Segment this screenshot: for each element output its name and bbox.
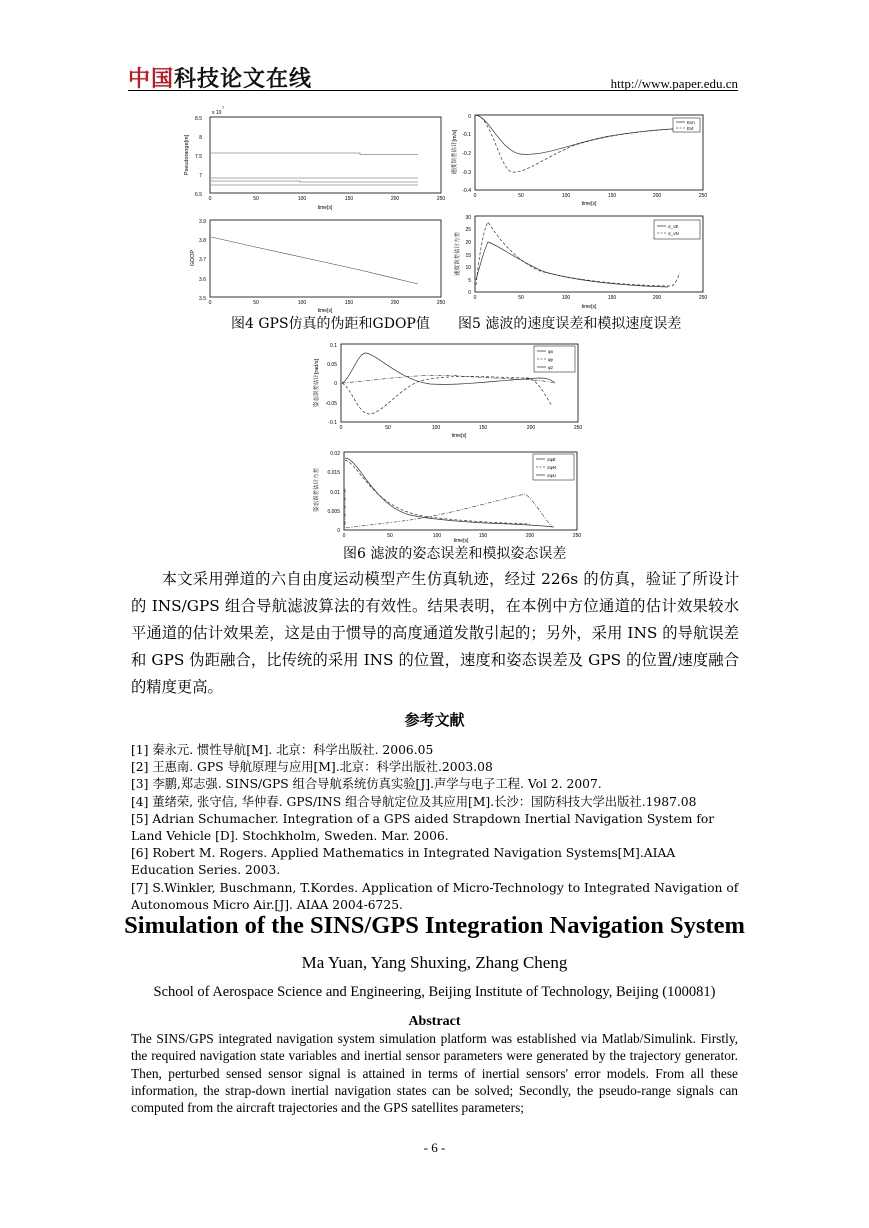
header-url[interactable]: http://www.paper.edu.cn: [610, 76, 738, 91]
fig5-top-xtick: 250: [698, 193, 708, 199]
reference-item: [6] Robert M. Rogers. Applied Mathematics in Integrated Navigation Systems[M].AIAA Education Series. 2003.: [131, 846, 676, 878]
fig6-top-xtick: 150: [478, 425, 488, 431]
fig5-top-xtick: 150: [607, 193, 617, 199]
fig6-bottom-legend-item: σφU: [547, 473, 556, 478]
fig6-top-ytick: 0.05: [327, 362, 337, 368]
fig4-top-ytick: 8.5: [195, 116, 202, 122]
fig4-bottom-ytick: 3.6: [199, 277, 206, 283]
figures-canvas: [0, 0, 869, 560]
abstract-title: Abstract: [408, 1014, 461, 1029]
fig5-bottom-xtick: 50: [518, 295, 524, 301]
fig6-top-ytick: 0: [334, 381, 337, 387]
fig5-top-ytick: -0.2: [462, 151, 471, 157]
fig5-top-series-evn: [476, 115, 690, 154]
fig6-bottom-legend-item: σφE: [547, 457, 556, 462]
fig6-top-ytick: -0.05: [325, 401, 337, 407]
fig4-top-ytick: 7.5: [195, 154, 202, 160]
authors: Ma Yuan, Yang Shuxing, Zhang Cheng: [301, 953, 568, 972]
references-list: [131, 742, 739, 914]
fig5-bottom-ylabel: 速度误差估计方差: [455, 231, 461, 277]
fig5-bottom-xtick: 100: [561, 295, 571, 301]
fig6-caption: 图6 滤波的姿态误差和模拟姿态误差: [343, 546, 567, 560]
fig6-top-xlabel: time[s]: [451, 433, 467, 439]
fig5-top-legend-item: Evt: [687, 126, 694, 131]
fig5-bottom-series-sn: [476, 222, 680, 286]
fig6-top-xtick: 100: [431, 425, 441, 431]
fig6-bottom-xtick: 150: [478, 533, 488, 539]
fig5-top-ytick: -0.4: [462, 188, 471, 194]
fig4-top-ytick: 8: [199, 135, 202, 141]
fig6-top-xtick: 0: [339, 425, 343, 431]
fig4-bottom-ylabel: GDOP: [190, 249, 196, 267]
fig4-top-ylabel: Pseudorange[m]: [184, 134, 190, 176]
fig5-bottom-ytick: 0: [468, 290, 471, 296]
fig5-top-xtick: 50: [518, 193, 524, 199]
fig4-top-xlabel: time[s]: [317, 205, 333, 211]
fig4-bottom-xtick: 200: [390, 300, 400, 306]
fig5-top-xlabel: time[s]: [581, 201, 597, 207]
fig6-top-series-phiy: [342, 376, 552, 414]
fig4-bottom-axes: [210, 220, 441, 297]
affiliation: School of Aerospace Science and Engineering, Beijing Institute of Technology, Beijing (100081): [153, 984, 716, 1000]
fig4-bottom-ytick: 3.8: [199, 238, 206, 244]
fig5-bottom-ytick: 30: [465, 215, 471, 221]
fig6-top-xtick: 50: [385, 425, 391, 431]
fig4-bottom-xtick: 250: [436, 300, 446, 306]
fig5-top-ylabel: 速度误差估计[m/s]: [452, 129, 458, 175]
fig4-bottom-ytick: 3.5: [199, 296, 206, 302]
fig4-top-xtick: 50: [253, 196, 259, 202]
fig5-bottom-ytick: 25: [465, 227, 471, 233]
fig6-top-legend-item: φx: [548, 349, 554, 354]
fig5-bottom-legend-item: σ_vN: [668, 231, 679, 236]
fig6-top-ylabel: 姿态误差估计[rad/s]: [314, 358, 320, 408]
fig6-top-legend: [534, 346, 575, 372]
fig5-top-xtick: 100: [561, 193, 571, 199]
page-number: - 6 -: [423, 1140, 446, 1155]
fig6-bottom-ytick: 0.02: [330, 451, 340, 457]
fig5-bottom-xtick: 250: [698, 295, 708, 301]
fig4-top-plot: [184, 105, 445, 211]
fig6-top-legend-item: φy: [548, 357, 554, 362]
fig5-bottom-series-se: [476, 242, 668, 287]
fig5-bottom-xlabel: time[s]: [581, 304, 597, 310]
fig5-bottom-ytick: 10: [465, 265, 471, 271]
fig5-caption: 图5 滤波的速度误差和模拟速度误差: [458, 316, 682, 332]
fig4-bottom-xtick: 50: [253, 300, 259, 306]
fig6-top-plot: [312, 343, 582, 439]
fig4-bottom-xtick: 100: [297, 300, 307, 306]
fig6-bottom-ytick: 0.01: [330, 490, 340, 496]
fig4-bottom-plot: [190, 219, 445, 314]
fig4-bottom-ytick: 3.9: [199, 219, 206, 225]
fig5-bottom-xtick: 150: [607, 295, 617, 301]
fig5-top-plot: [450, 114, 707, 207]
fig5-top-xtick: 200: [652, 193, 662, 199]
fig5-top-ytick: -0.3: [462, 170, 471, 176]
reference-item: [3] 李鹏,郑志强. SINS/GPS 组合导航系统仿真实验[J].声学与电子工程. Vol 2. 2007.: [131, 777, 602, 792]
fig4-caption: 图4 GPS仿真的伪距和GDOP值: [231, 316, 430, 332]
fig6-top-xtick: 250: [573, 425, 583, 431]
fig6-top-legend-item: φz: [548, 365, 554, 370]
fig4-bottom-xlabel: time[s]: [317, 308, 333, 314]
fig5-bottom-ytick: 5: [468, 278, 471, 284]
reference-item: [2] 王惠南. GPS 导航原理与应用[M].北京：科学出版社.2003.08: [131, 760, 493, 775]
fig4-bottom-xtick: 150: [344, 300, 354, 306]
fig6-bottom-series-sn: [345, 460, 530, 524]
reference-item: [4] 董绪荣, 张守信, 华仲春. GPS/INS 组合导航定位及其应用[M].长沙：国防科技大学出版社.1987.08: [131, 794, 697, 809]
fig4-bottom-ytick: 3.7: [199, 257, 206, 263]
fig6-bottom-xtick: 0: [342, 533, 346, 539]
fig5-bottom-ytick: 20: [465, 240, 471, 246]
fig4-top-exponent-base: x 10: [212, 110, 222, 116]
reference-item: [1] 秦永元. 惯性导航[M]. 北京：科学出版社. 2006.05: [131, 743, 434, 757]
fig4-bottom-xtick: 0: [208, 300, 212, 306]
fig5-top-xtick: 0: [473, 193, 477, 199]
reference-item: [5] Adrian Schumacher. Integration of a GPS aided Strapdown Inertial Navigation System for Land Vehicle [D]. Stochkholm, Sweden. Mar. 2006.: [131, 811, 715, 844]
fig6-top-ytick: 0.1: [330, 343, 337, 349]
fig6-bottom-xtick: 50: [387, 533, 393, 539]
fig4-top-ytick: 6.5: [195, 192, 202, 198]
fig4-top-ytick: 7: [199, 173, 202, 179]
fig6-bottom-legend-item: σφN: [547, 465, 556, 470]
fig6-bottom-xtick: 200: [525, 533, 535, 539]
fig5-bottom-xtick: 0: [473, 295, 477, 301]
fig6-bottom-ytick: 0.015: [327, 470, 340, 476]
journal-logo: 中国科技论文在线: [128, 67, 313, 92]
fig5-bottom-xtick: 200: [652, 295, 662, 301]
fig5-top-axes: [475, 115, 703, 190]
abstract-body: The SINS/GPS integrated navigation system simulation platform was established via Matlab/Simulink. Firstly, the required navigation state variables and inertial sensor parameters were generated by the trajectory generator. Then, perturbed sensed sensor signal is attained in terms of inertial sensors' error models. From all these information, the strap-down inertial navigation states can be solved; Secondly, the pseudo-range signals can computed from the aircraft trajectories and the GPS satellites parameters;: [131, 1031, 738, 1116]
fig4-top-xtick: 100: [297, 196, 307, 202]
fig5-bottom-ytick: 15: [465, 253, 471, 259]
english-title: Simulation of the SINS/GPS Integration Navigation System: [124, 912, 745, 939]
fig6-bottom-xtick: 100: [432, 533, 442, 539]
fig4-top-xtick: 150: [344, 196, 354, 202]
fig5-top-ytick: -0.1: [462, 132, 471, 138]
references-title: 参考文献: [404, 711, 465, 729]
fig5-top-ytick: 0: [468, 114, 471, 120]
fig6-top-xtick: 200: [526, 425, 536, 431]
fig5-top-legend-item: Evn: [687, 120, 695, 125]
fig6-bottom-ytick: 0: [337, 528, 340, 534]
conclusion-paragraph: 本文采用弹道的六自由度运动模型产生仿真轨迹，经过 226s 的仿真，验证了所设计的 INS/GPS 组合导航滤波算法的有效性。结果表明，在本例中方位通道的估计效果较水平通道的估计效果差，这是由于惯导的高度通道发散引起的；另外，采用 INS 的导航误差和 GPS 伪距融合，比传统的采用 INS 的位置，速度和姿态误差及 GPS 的位置/速度融合的精度更高。: [131, 570, 739, 696]
fig6-bottom-ylabel: 姿态误差估计方差: [314, 467, 320, 513]
fig6-bottom-series-su: [345, 489, 552, 528]
fig4-top-axes: [210, 117, 441, 193]
fig6-bottom-plot: [312, 451, 581, 544]
fig4-top-exponent: 7: [222, 105, 225, 110]
reference-item: [7] S.Winkler, Buschmann, T.Kordes. Application of Micro-Technology to Integrated Navigation of Autonomous Micro Air.[J]. AIAA 2004-6725.: [131, 880, 739, 912]
fig5-bottom-plot: [453, 215, 707, 310]
fig4-top-xtick: 250: [436, 196, 446, 202]
fig6-bottom-xtick: 250: [572, 533, 582, 539]
fig5-top-series-evt: [476, 115, 690, 172]
fig6-bottom-xlabel: time[s]: [453, 538, 469, 544]
fig6-bottom-ytick: 0.005: [327, 509, 340, 515]
fig5-bottom-legend-item: σ_vE: [668, 224, 679, 229]
fig4-top-xtick: 0: [208, 196, 212, 202]
fig6-top-ytick: -0.1: [328, 420, 337, 426]
fig5-bottom-legend: [654, 220, 700, 239]
fig4-top-xtick: 200: [390, 196, 400, 202]
